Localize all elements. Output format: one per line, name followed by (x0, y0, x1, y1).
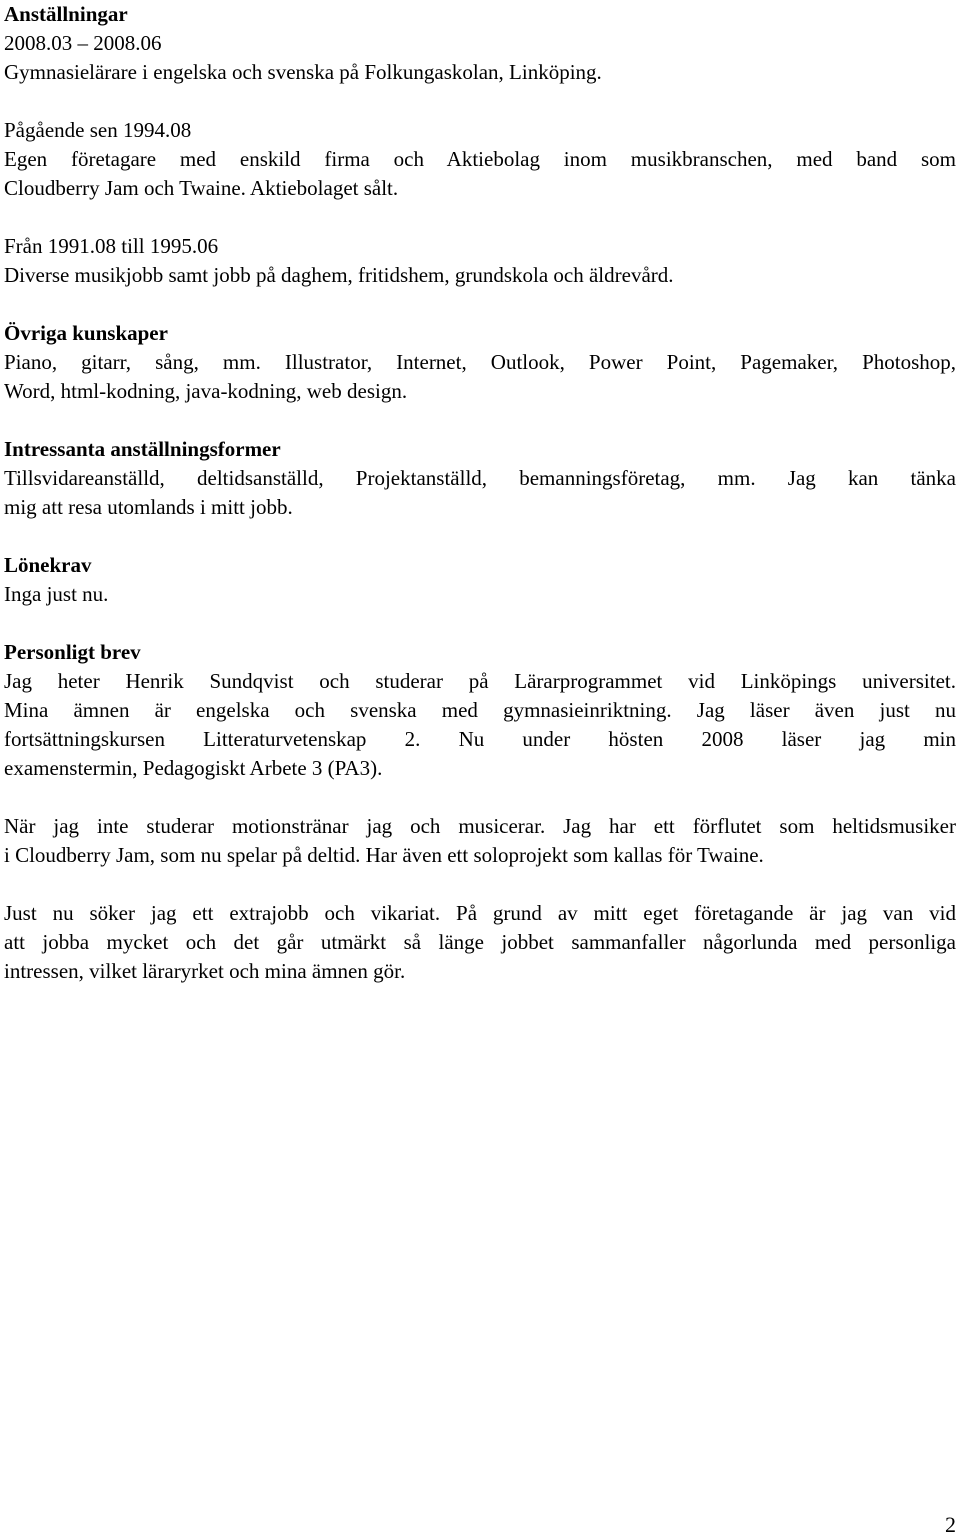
employment-forms-text: Tillsvidareanställd, deltidsanställd, Projektanställd, bemanningsföretag, mm. Jag kan tänka (4, 466, 956, 490)
document-page (4, 0, 956, 986)
spacer (4, 522, 956, 551)
job-period: 2008.03 – 2008.06 (4, 31, 162, 55)
job-period: Pågående sen 1994.08 (4, 118, 192, 142)
letter-text: Mina ämnen är engelska och svenska med gymnasieinriktning. Jag läser även just nu (4, 698, 956, 722)
page-number: 2 (945, 1512, 956, 1537)
letter-text: intressen, vilket läraryrket och mina ämnen gör. (4, 959, 406, 983)
letter-text: fortsättningskursen Litteraturvetenskap 2. Nu under hösten 2008 läser jag min (4, 727, 956, 751)
employment-forms-text: mig att resa utomlands i mitt jobb. (4, 495, 293, 519)
section-heading-skills: Övriga kunskaper (4, 321, 168, 345)
job-period: Från 1991.08 till 1995.06 (4, 234, 219, 258)
salary-text: Inga just nu. (4, 582, 109, 606)
letter-text: När jag inte studerar motionstränar jag och musicerar. Jag har ett förflutet som heltidsmusiker (4, 814, 956, 838)
letter-text: Just nu söker jag ett extrajobb och vikariat. På grund av mitt eget företagande är jag van vid (4, 901, 956, 925)
job-description: Gymnasielärare i engelska och svenska på Folkungaskolan, Linköping. (4, 60, 602, 84)
letter-text: examenstermin, Pedagogiskt Arbete 3 (PA3). (4, 756, 383, 780)
spacer (4, 290, 956, 319)
section-heading-salary: Lönekrav (4, 553, 92, 577)
spacer (4, 203, 956, 232)
job-description: Diverse musikjobb samt jobb på daghem, fritidshem, grundskola och äldrevård. (4, 263, 674, 287)
spacer (4, 783, 956, 812)
skills-text: Piano, gitarr, sång, mm. Illustrator, Internet, Outlook, Power Point, Pagemaker, Photoshop, (4, 350, 956, 374)
job-description: Egen företagare med enskild firma och Aktiebolag inom musikbranschen, med band som (4, 147, 956, 171)
section-heading-letter: Personligt brev (4, 640, 141, 664)
spacer (4, 87, 956, 116)
skills-text: Word, html-kodning, java-kodning, web design. (4, 379, 408, 403)
section-heading-employment-forms: Intressanta anställningsformer (4, 437, 281, 461)
letter-text: att jobba mycket och det går utmärkt så länge jobbet sammanfaller någorlunda med personliga (4, 930, 956, 954)
job-description: Cloudberry Jam och Twaine. Aktiebolaget sålt. (4, 176, 399, 200)
letter-text: i Cloudberry Jam, som nu spelar på deltid. Har även ett soloprojekt som kallas för Twaine. (4, 843, 764, 867)
spacer (4, 609, 956, 638)
spacer (4, 870, 956, 899)
spacer (4, 406, 956, 435)
section-heading-employment: Anställningar (4, 2, 128, 26)
letter-text: Jag heter Henrik Sundqvist och studerar på Lärarprogrammet vid Linköpings universitet. (4, 669, 956, 693)
